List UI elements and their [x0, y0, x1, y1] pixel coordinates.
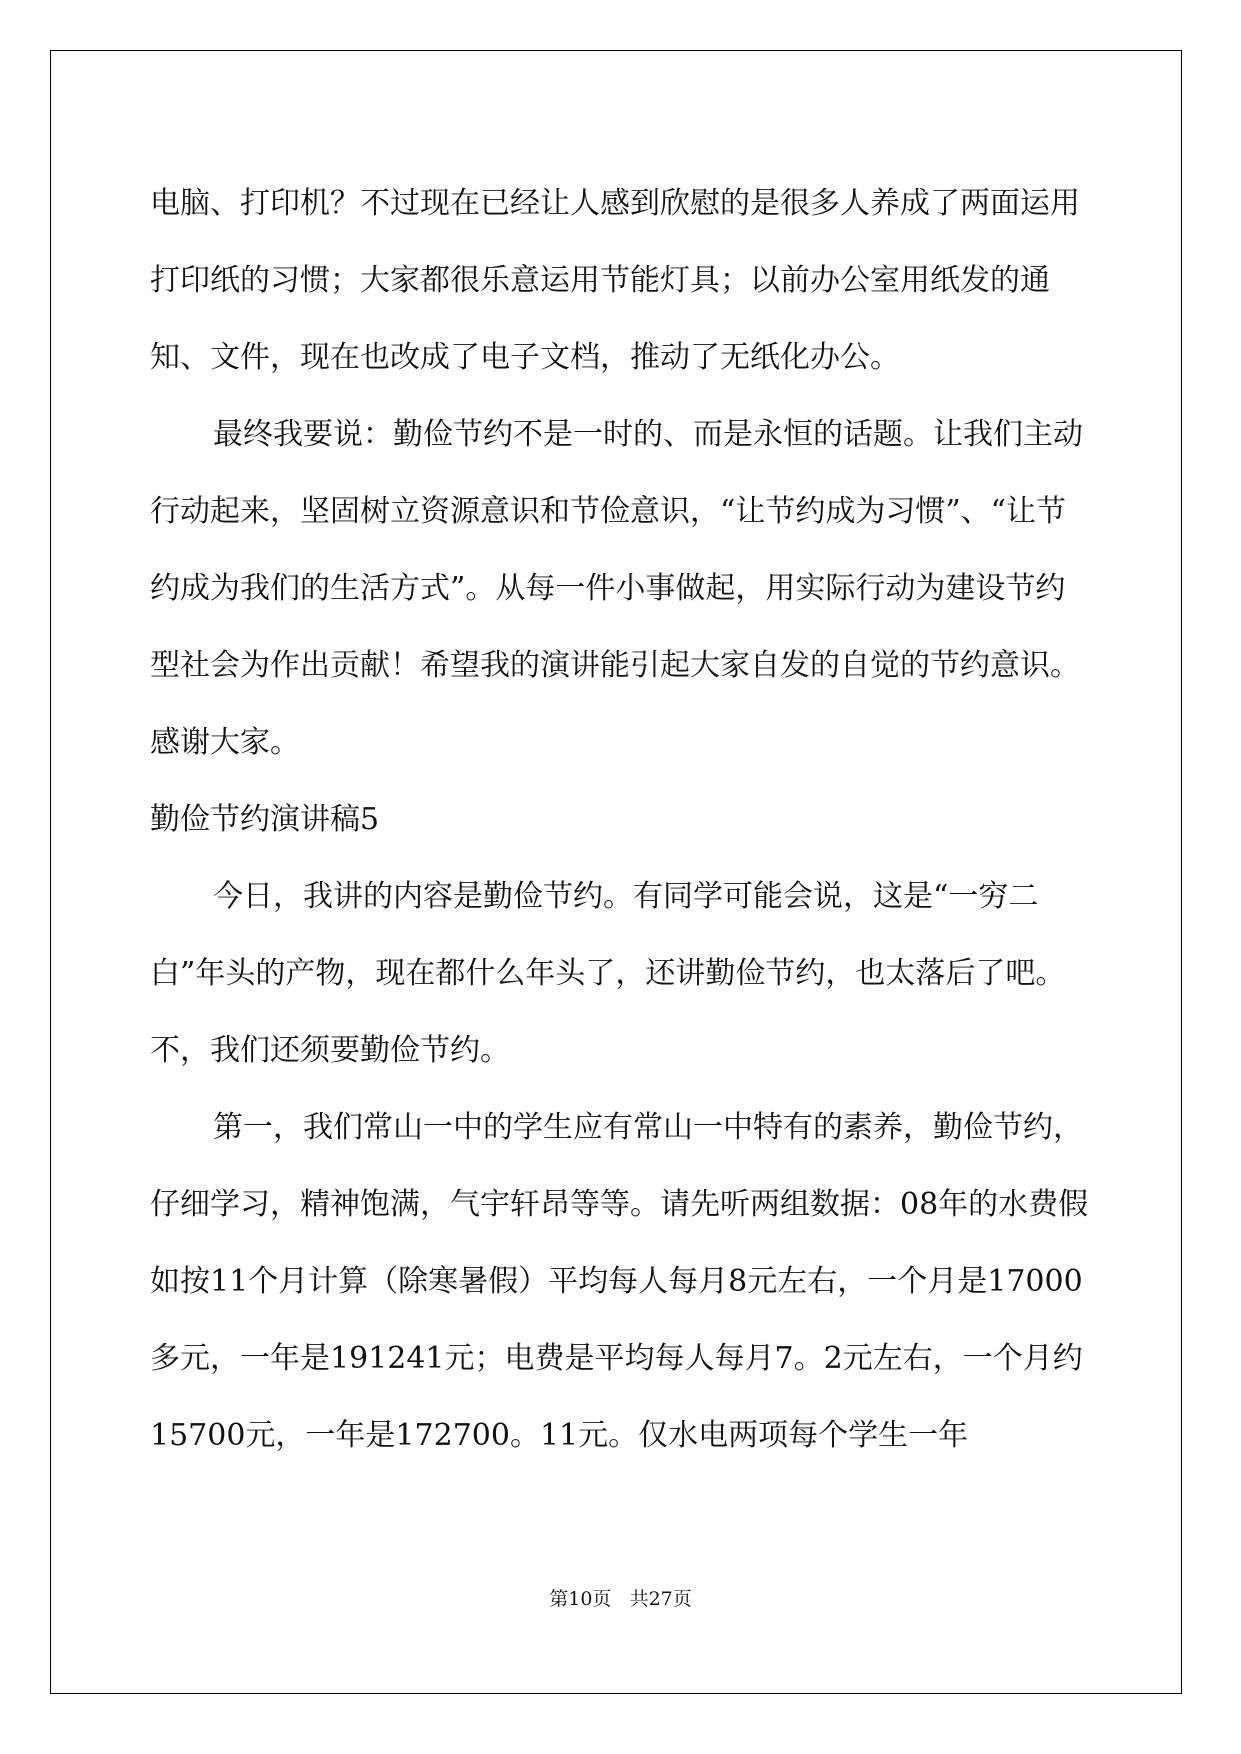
page-number: 第10页 [549, 1588, 612, 1610]
document-body [150, 165, 1090, 1474]
page-footer [0, 1584, 1241, 1611]
paragraph-first-point: 第一，我们常山一中的学生应有常山一中特有的素养，勤俭节约，仔细学习，精神饱满，气宇轩昂等等。请先听两组数据：08年的水费假如按11个月计算（除寒暑假）平均每人每月8元左右，一个月是17000多元，一年是191241元；电费是平均每人每月7。2元左右，一个月约15700元，一年是172700。11元。仅水电两项每个学生一年 [150, 1110, 1089, 1453]
paragraph-conclusion: 最终我要说：勤俭节约不是一时的、而是永恒的话题。让我们主动行动起来，坚固树立资源意识和节俭意识，“让节约成为习惯”、“让节约成为我们的生活方式”。从每一件小事做起，用实际行动为建设节约型社会为作出贡献！希望我的演讲能引起大家自发的自觉的节约意识。感谢大家。 [150, 417, 1083, 760]
paragraph-intro: 今日，我讲的内容是勤俭节约。有同学可能会说，这是“一穷二白”年头的产物，现在都什么年头了，还讲勤俭节约，也太落后了吧。不，我们还须要勤俭节约。 [150, 879, 1066, 1068]
paragraph-continuation: 电脑、打印机？不过现在已经让人感到欣慰的是很多人养成了两面运用打印纸的习惯；大家都很乐意运用节能灯具；以前办公室用纸发的通知、文件，现在也改成了电子文档，推动了无纸化办公。 [150, 186, 1080, 375]
page-total: 共27页 [629, 1588, 692, 1610]
section-heading: 勤俭节约演讲稿5 [150, 802, 380, 837]
